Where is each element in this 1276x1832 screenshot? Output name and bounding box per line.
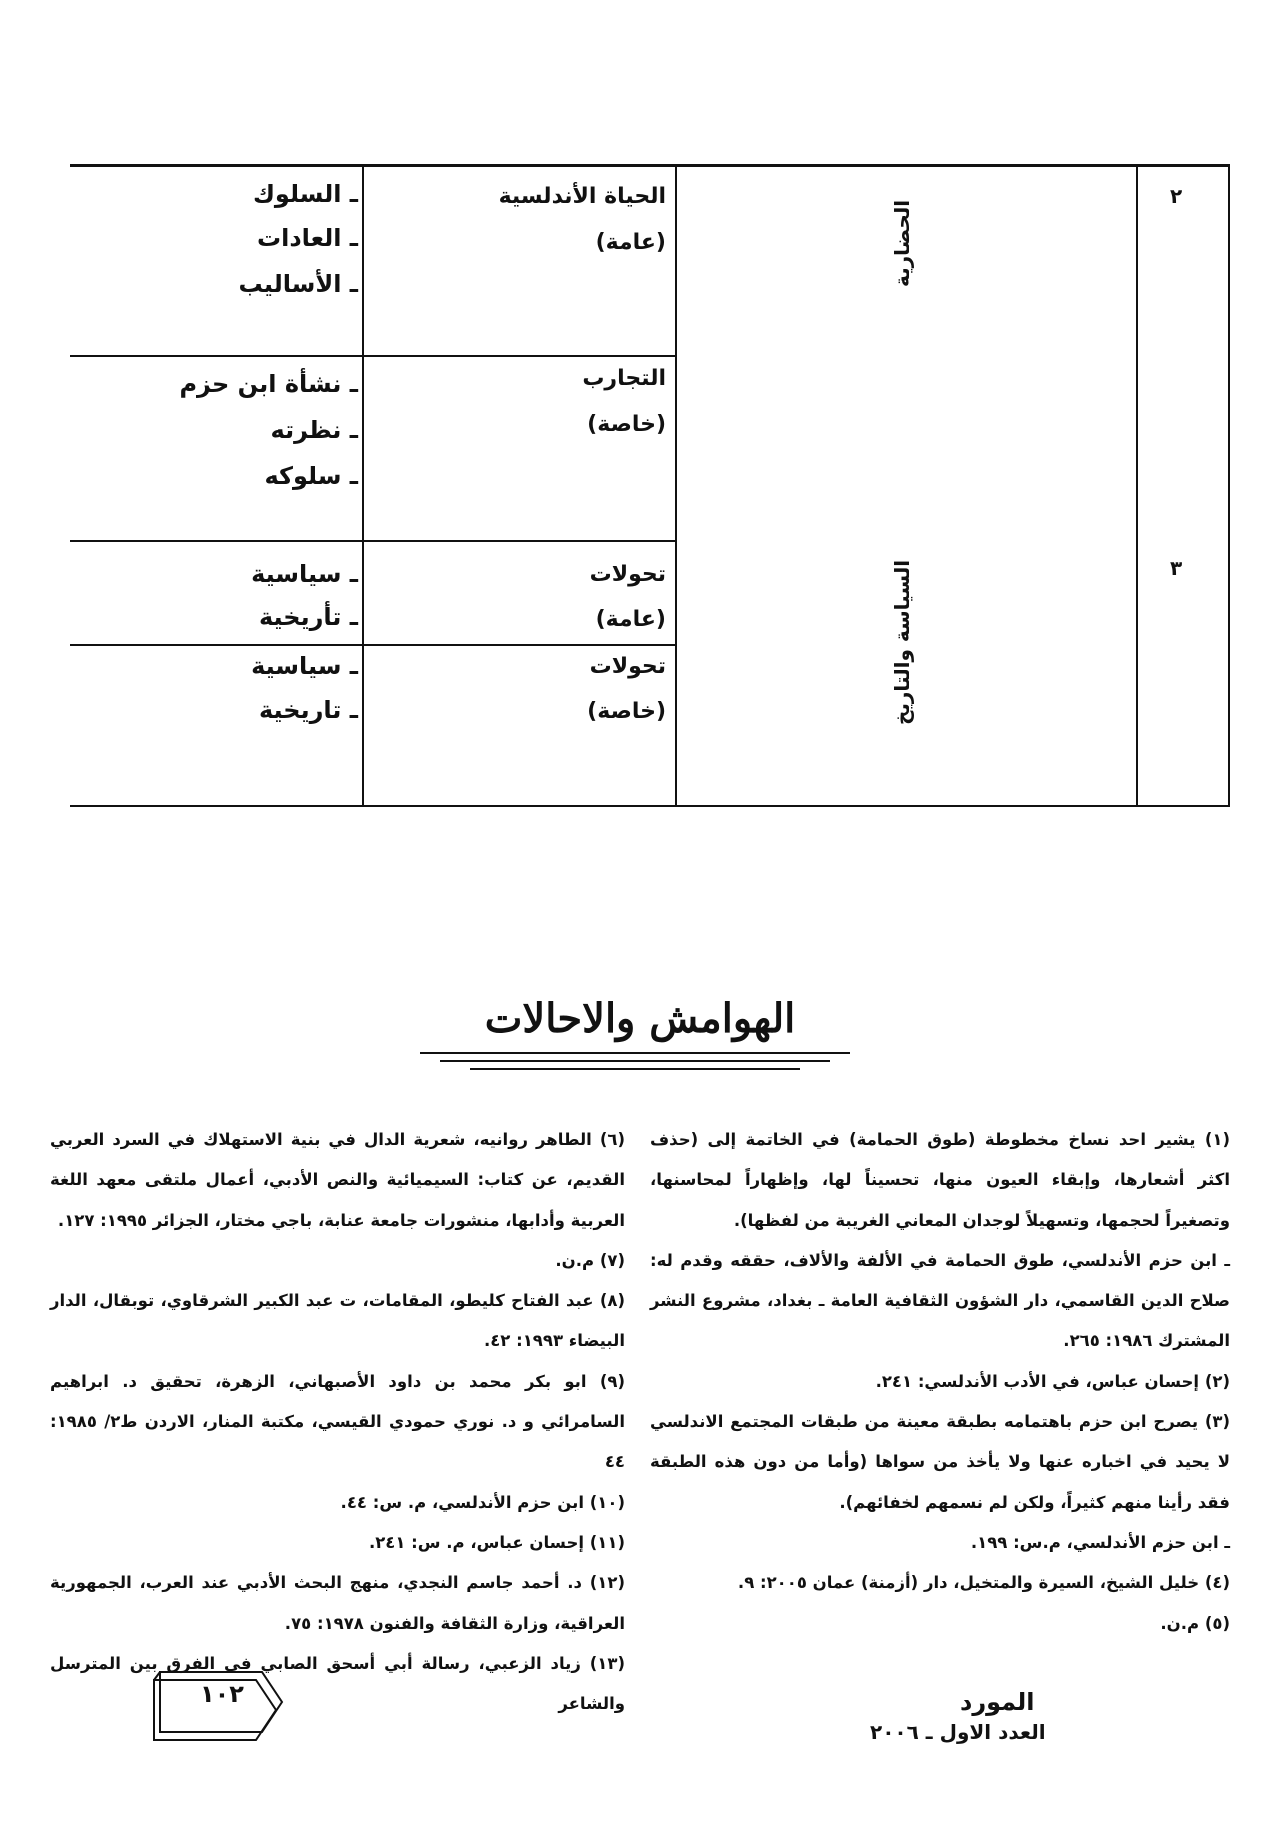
list-item: ـ سلوكه: [264, 462, 358, 490]
footnote: (٥) م.ن.: [1160, 1613, 1230, 1633]
subgroup-title: تحولات: [589, 562, 666, 587]
row-divider-2: [70, 540, 675, 542]
footnote: (٦) الطاهر روانيه، شعرية الدال في بنية الاستهلاك في السرد العربي القديم، عن كتاب: السيميائية والنص الأدبي، أعمال ملتقى معهد اللغة العربية وأدابها، منشورات جامعة عنابة، باجي مختار، الجزائر ١٩٩٥: ١٢٧.: [50, 1130, 625, 1230]
footnote: (١١) إحسان عباس، م. س: ٢٤١.: [368, 1532, 625, 1552]
footnote: (٣) يصرح ابن حزم باهتمامه بطبقة معينة من طبقات المجتمع الاندلسي لا يحيد في اخباره عنها ولا يأخذ من سواها (وأما من دون هذه الطبقة فقد رأينا منهم كثيراً، ولكن لم نسمهم لخفائهم).: [650, 1412, 1230, 1512]
issue-info: العدد الاول ـ ٢٠٠٦: [870, 1720, 1046, 1744]
subgroup-kind: (خاصة): [587, 699, 666, 724]
table-top-rule: [70, 164, 1230, 167]
table-bottom-rule: [70, 805, 1230, 807]
column-divider-items: [362, 164, 364, 807]
footnote: (٧) م.ن.: [555, 1250, 625, 1270]
row-number: ٢: [1170, 184, 1183, 208]
footnote: (١) يشير احد نساخ مخطوطة (طوق الحمامة) في الخاتمة إلى (حذف اكثر أشعارها، وإبقاء العيون منها، تحسيناً لها، وإظهاراً لمحاسنها، وتصغيراً لحجمها، وتسهيلاً لوجدان المعاني الغريبة من لفظها).: [650, 1130, 1230, 1230]
list-item: ـ سياسية: [251, 652, 358, 680]
list-item: ـ السلوك: [252, 180, 358, 208]
table-right-border: [1228, 164, 1230, 807]
list-item: ـ الأساليب: [238, 270, 358, 298]
footnote: (١٠) ابن حزم الأندلسي، م. س: ٤٤.: [340, 1492, 625, 1512]
footnote: ـ ابن حزم الأندلسي، طوق الحمامة في الألفة والألاف، حققه وقدم له: صلاح الدين القاسمي، دار الشؤون الثقافية العامة ـ بغداد، مشروع النشر المشترك ١٩٨٦: ٢٦٥.: [650, 1250, 1230, 1351]
footnote: (١٢) د. أحمد جاسم النجدي، منهج البحث الأدبي عند العرب، الجمهورية العراقية، وزارة الثقافة والفنون ١٩٧٨: ٧٥.: [50, 1573, 625, 1633]
list-item: ـ تاريخية: [258, 696, 358, 724]
footnote: (٨) عبد الفتاح كليطو، المقامات، ت عبد الكبير الشرقاوي، توبقال، الدار البيضاء ١٩٩٣: ٤٢.: [50, 1291, 625, 1351]
heading-underline: [470, 1068, 800, 1070]
domain-label: السياسة والتاريخ: [890, 560, 914, 726]
row-number: ٣: [1170, 556, 1183, 580]
footnote: ـ ابن حزم الأندلسي، م.س: ١٩٩.: [970, 1532, 1230, 1552]
list-item: ـ سياسية: [251, 560, 358, 588]
notes-column-left: [50, 1120, 625, 1724]
column-divider-number: [1136, 164, 1138, 807]
notes-column-right: [650, 1120, 1230, 1644]
list-item: ـ العادات: [256, 224, 358, 252]
journal-name: المورد: [960, 1688, 1035, 1716]
footnote: (١٣) زياد الزعبي، رسالة أبي أسحق الصابي في الفرق بين المترسل والشاعر: [50, 1653, 625, 1714]
subgroup-kind: (خاصة): [587, 412, 666, 437]
column-divider-domain: [675, 164, 677, 807]
subgroup-kind: (عامة): [595, 607, 666, 632]
subgroup-title: تحولات: [589, 654, 666, 679]
list-item: ـ نظرته: [270, 416, 358, 444]
footnote: (٢) إحسان عباس، في الأدب الأندلسي: ٢٤١.: [875, 1371, 1230, 1391]
row-divider-1: [70, 355, 675, 357]
subgroup-title: الحياة الأندلسية: [498, 184, 666, 209]
subgroup-kind: (عامة): [595, 230, 666, 255]
footnote: (٤) خليل الشيخ، السيرة والمتخيل، دار (أزمنة) عمان ٢٠٠٥: ٩.: [737, 1573, 1230, 1593]
page-number: ١٠٢: [200, 1680, 244, 1708]
heading-underline: [440, 1060, 830, 1062]
heading-underline: [420, 1052, 850, 1054]
list-item: ـ نشأة ابن حزم: [179, 370, 358, 398]
list-item: ـ تأريخية: [258, 603, 358, 631]
footnote: (٩) ابو بكر محمد بن داود الأصبهاني، الزهرة، تحقيق د. ابراهيم السامرائي و د. نوري حمودي القيسي، مكتبة المنار، الاردن ط٢/ ١٩٨٥: ٤٤: [50, 1371, 625, 1472]
domain-label: الحضارية: [890, 200, 914, 288]
section-heading: الهوامش والاحالات: [484, 995, 796, 1042]
row-divider-3: [70, 644, 675, 646]
subgroup-title: التجارب: [582, 366, 666, 391]
